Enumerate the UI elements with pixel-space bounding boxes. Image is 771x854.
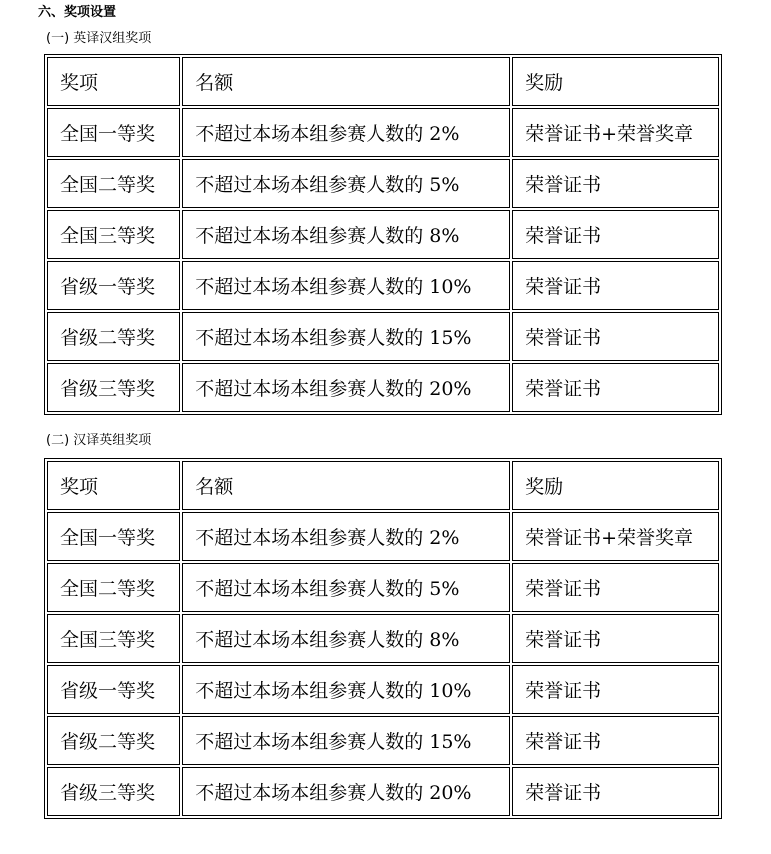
cell-quota: 不超过本场本组参赛人数的 10% [182,261,510,310]
table-header-row [47,57,719,106]
cell-reward: 荣誉证书 [512,261,719,310]
group-title-zh-to-en: (二) 汉译英组奖项 [46,433,152,448]
cell-reward: 荣誉证书 [512,159,719,208]
table-row [47,767,719,816]
table-row [47,716,719,765]
table-row [47,159,719,208]
table-header-row [47,461,719,510]
cell-reward: 荣誉证书 [512,716,719,765]
cell-award: 全国二等奖 [47,159,180,208]
cell-award: 省级一等奖 [47,261,180,310]
header-cell-reward: 奖励 [512,57,719,106]
cell-reward: 荣誉证书+荣誉奖章 [512,108,719,157]
header-cell-award: 奖项 [47,57,180,106]
cell-quota: 不超过本场本组参赛人数的 8% [182,210,510,259]
cell-award: 全国三等奖 [47,210,180,259]
table-row [47,665,719,714]
header-cell-quota: 名额 [182,57,510,106]
cell-reward: 荣誉证书 [512,210,719,259]
cell-reward: 荣誉证书 [512,665,719,714]
cell-award: 省级二等奖 [47,312,180,361]
cell-quota: 不超过本场本组参赛人数的 8% [182,614,510,663]
header-cell-award: 奖项 [47,461,180,510]
cell-award: 全国三等奖 [47,614,180,663]
cell-quota: 不超过本场本组参赛人数的 5% [182,159,510,208]
cell-reward: 荣誉证书 [512,312,719,361]
cell-reward: 荣誉证书 [512,767,719,816]
award-table-en-to-zh [44,54,722,415]
table-row [47,108,719,157]
table-row [47,614,719,663]
cell-reward: 荣誉证书 [512,363,719,412]
cell-award: 省级三等奖 [47,363,180,412]
cell-quota: 不超过本场本组参赛人数的 15% [182,312,510,361]
table-row [47,210,719,259]
header-cell-reward: 奖励 [512,461,719,510]
cell-reward: 荣誉证书 [512,563,719,612]
cell-quota: 不超过本场本组参赛人数的 2% [182,108,510,157]
cell-reward: 荣誉证书+荣誉奖章 [512,512,719,561]
cell-quota: 不超过本场本组参赛人数的 5% [182,563,510,612]
table-row [47,261,719,310]
table-row [47,563,719,612]
cell-award: 省级一等奖 [47,665,180,714]
award-table-zh-to-en [44,458,722,819]
cell-award: 省级三等奖 [47,767,180,816]
cell-quota: 不超过本场本组参赛人数的 20% [182,767,510,816]
cell-award: 全国一等奖 [47,512,180,561]
table-row [47,312,719,361]
header-cell-quota: 名额 [182,461,510,510]
cell-quota: 不超过本场本组参赛人数的 15% [182,716,510,765]
cell-quota: 不超过本场本组参赛人数的 20% [182,363,510,412]
cell-quota: 不超过本场本组参赛人数的 2% [182,512,510,561]
cell-award: 全国一等奖 [47,108,180,157]
group-title-en-to-zh: (一) 英译汉组奖项 [46,31,152,46]
cell-award: 省级二等奖 [47,716,180,765]
table-row [47,363,719,412]
cell-quota: 不超过本场本组参赛人数的 10% [182,665,510,714]
table-row [47,512,719,561]
cell-reward: 荣誉证书 [512,614,719,663]
section-title: 六、奖项设置 [38,5,117,20]
cell-award: 全国二等奖 [47,563,180,612]
